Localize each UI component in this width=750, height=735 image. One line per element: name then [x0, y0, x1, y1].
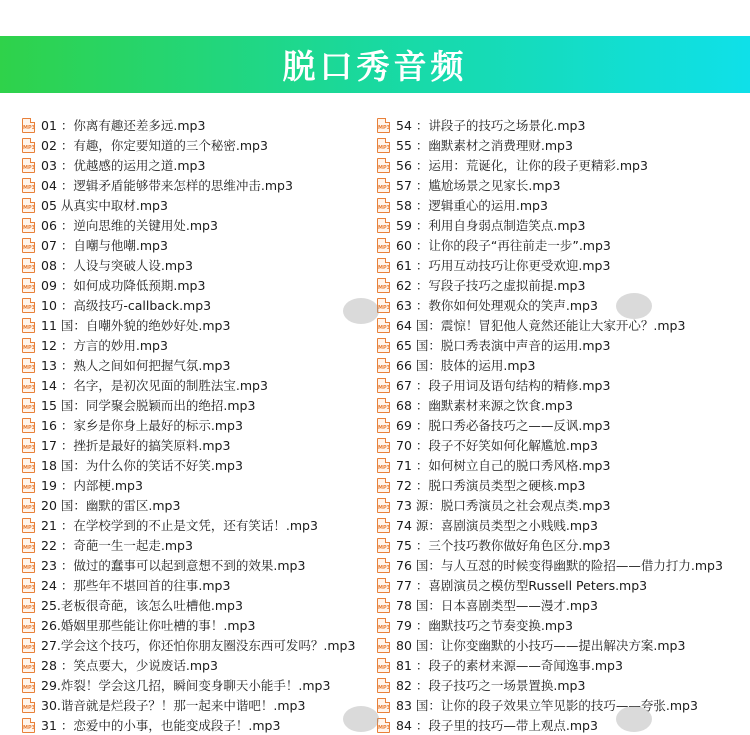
mp3-file-icon — [377, 358, 390, 373]
mp3-file-icon — [22, 578, 35, 593]
list-item[interactable] — [377, 255, 723, 275]
mp3-file-icon — [22, 358, 35, 373]
file-name: 07 ：自嘲与他嘲.mp3 — [41, 238, 168, 253]
watermark-icon — [616, 706, 652, 732]
list-item[interactable] — [377, 315, 723, 335]
mp3-file-icon — [22, 398, 35, 413]
file-name: 67 ：段子用词及语句结构的精修.mp3 — [396, 378, 611, 393]
mp3-file-icon — [377, 458, 390, 473]
file-name: 76 国：与人互怼的时候变得幽默的险招——借力打力.mp3 — [396, 558, 723, 573]
file-name: 66 国：肢体的运用.mp3 — [396, 358, 536, 373]
list-item[interactable] — [377, 535, 723, 555]
mp3-file-icon — [22, 538, 35, 553]
file-name: 24 ：那些年不堪回首的往事.mp3 — [41, 578, 231, 593]
file-list-right — [377, 115, 723, 735]
mp3-file-icon — [22, 198, 35, 213]
file-name: 17 ：挫折是最好的搞笑原料.mp3 — [41, 438, 231, 453]
file-name: 16 ：家乡是你身上最好的标示.mp3 — [41, 418, 243, 433]
mp3-file-icon — [22, 278, 35, 293]
file-name: 72 ：脱口秀演员类型之硬核.mp3 — [396, 478, 586, 493]
list-item[interactable] — [22, 595, 355, 615]
file-name: 19 ：内部梗.mp3 — [41, 478, 143, 493]
mp3-file-icon — [22, 378, 35, 393]
list-item[interactable] — [22, 135, 355, 155]
file-name: 18 国：为什么你的笑话不好笑.mp3 — [41, 458, 243, 473]
list-item[interactable] — [22, 275, 355, 295]
file-name: 75 ：三个技巧教你做好角色区分.mp3 — [396, 538, 611, 553]
list-item[interactable] — [377, 375, 723, 395]
file-name: 81 ：段子的素材来源——奇闻逸事.mp3 — [396, 658, 623, 673]
file-name: 84 ：段子里的技巧—带上观点.mp3 — [396, 718, 598, 733]
watermark-icon — [343, 298, 379, 324]
list-item[interactable] — [377, 395, 723, 415]
mp3-file-icon — [377, 558, 390, 573]
file-name: 71 ：如何树立自己的脱口秀风格.mp3 — [396, 458, 611, 473]
file-name: 29.炸裂！学会这几招，瞬间变身聊天小能手！.mp3 — [41, 678, 331, 693]
mp3-file-icon — [377, 118, 390, 133]
list-item[interactable] — [377, 275, 723, 295]
mp3-file-icon — [377, 618, 390, 633]
mp3-file-icon — [377, 578, 390, 593]
mp3-file-icon — [22, 178, 35, 193]
list-item[interactable] — [22, 695, 355, 715]
list-item[interactable] — [377, 335, 723, 355]
mp3-file-icon — [22, 438, 35, 453]
mp3-file-icon — [22, 458, 35, 473]
mp3-file-icon — [22, 218, 35, 233]
file-name: 20 国：幽默的雷区.mp3 — [41, 498, 181, 513]
list-item[interactable] — [377, 435, 723, 455]
mp3-file-icon — [22, 418, 35, 433]
mp3-file-icon — [377, 198, 390, 213]
mp3-file-icon — [22, 638, 35, 653]
list-item[interactable] — [377, 555, 723, 575]
page-title: 脱口秀音频 — [282, 47, 468, 86]
list-item[interactable] — [22, 415, 355, 435]
watermark-icon — [616, 293, 652, 319]
file-name: 78 国：日本喜剧类型——漫才.mp3 — [396, 598, 598, 613]
mp3-file-icon — [377, 598, 390, 613]
list-item[interactable] — [377, 495, 723, 515]
list-item[interactable] — [22, 535, 355, 555]
mp3-file-icon — [22, 658, 35, 673]
list-item[interactable] — [377, 675, 723, 695]
file-name: 25.老板很奇葩，该怎么吐槽他.mp3 — [41, 598, 243, 613]
mp3-file-icon — [377, 338, 390, 353]
file-name: 28 ：笑点要大，少说废话.mp3 — [41, 658, 218, 673]
mp3-file-icon — [22, 158, 35, 173]
list-item[interactable] — [22, 355, 355, 375]
list-item[interactable] — [22, 315, 355, 335]
file-name: 04 ：逻辑矛盾能够带来怎样的思维冲击.mp3 — [41, 178, 293, 193]
mp3-file-icon — [377, 378, 390, 393]
mp3-file-icon — [377, 478, 390, 493]
file-name: 79 ：幽默技巧之节奏变换.mp3 — [396, 618, 573, 633]
mp3-file-icon — [22, 298, 35, 313]
list-item[interactable] — [22, 175, 355, 195]
file-name: 14 ：名字，是初次见面的制胜法宝.mp3 — [41, 378, 268, 393]
list-item[interactable] — [377, 575, 723, 595]
file-name: 64 国：震惊！冒犯他人竟然还能让大家开心？.mp3 — [396, 318, 686, 333]
mp3-file-icon — [22, 318, 35, 333]
file-name: 57 ：尴尬场景之见家长.mp3 — [396, 178, 561, 193]
file-name: 13 ：熟人之间如何把握气氛.mp3 — [41, 358, 231, 373]
list-item[interactable] — [377, 135, 723, 155]
file-name: 58 ：逻辑重心的运用.mp3 — [396, 198, 548, 213]
list-item[interactable] — [377, 635, 723, 655]
watermark-icon — [343, 706, 379, 732]
list-item[interactable] — [377, 295, 723, 315]
file-name: 54 ：讲段子的技巧之场景化.mp3 — [396, 118, 586, 133]
list-item[interactable] — [22, 655, 355, 675]
file-name: 06 ：逆向思维的关键用处.mp3 — [41, 218, 218, 233]
mp3-file-icon — [377, 278, 390, 293]
list-item[interactable] — [377, 115, 723, 135]
list-item[interactable] — [22, 395, 355, 415]
mp3-file-icon — [22, 718, 35, 733]
list-item[interactable] — [22, 715, 355, 735]
mp3-file-icon — [377, 498, 390, 513]
file-name: 82 ：段子技巧之一场景置换.mp3 — [396, 678, 586, 693]
mp3-file-icon — [377, 638, 390, 653]
list-item[interactable] — [377, 195, 723, 215]
file-name: 11 国：自嘲外貌的绝妙好处.mp3 — [41, 318, 231, 333]
mp3-file-icon — [22, 338, 35, 353]
file-name: 23 ：做过的蠢事可以起到意想不到的效果.mp3 — [41, 558, 306, 573]
list-item[interactable] — [22, 675, 355, 695]
file-list-left — [22, 115, 355, 735]
list-item[interactable] — [22, 255, 355, 275]
list-item[interactable] — [377, 515, 723, 535]
mp3-file-icon — [377, 238, 390, 253]
mp3-file-icon — [22, 498, 35, 513]
mp3-file-icon — [22, 238, 35, 253]
mp3-file-icon — [22, 478, 35, 493]
file-name: 83 国：让你的段子效果立竿见影的技巧——夸张.mp3 — [396, 698, 698, 713]
file-name: 55 ：幽默素材之消费理财.mp3 — [396, 138, 573, 153]
file-name: 21 ：在学校学到的不止是文凭，还有笑话！.mp3 — [41, 518, 318, 533]
mp3-file-icon — [22, 518, 35, 533]
file-name: 70 ：段子不好笑如何化解尴尬.mp3 — [396, 438, 598, 453]
file-name: 08 ：人设与突破人设.mp3 — [41, 258, 193, 273]
file-name: 05 从真实中取材.mp3 — [41, 198, 168, 213]
mp3-file-icon — [377, 218, 390, 233]
list-item[interactable] — [377, 595, 723, 615]
list-item[interactable] — [377, 415, 723, 435]
list-item[interactable] — [22, 295, 355, 315]
list-item[interactable] — [22, 115, 355, 135]
list-item[interactable] — [22, 575, 355, 595]
list-item[interactable] — [22, 515, 355, 535]
list-item[interactable] — [22, 195, 355, 215]
mp3-file-icon — [377, 438, 390, 453]
file-name: 30.谐音就是烂段子？！那一起来中谐吧！.mp3 — [41, 698, 306, 713]
title-banner — [0, 36, 750, 93]
file-name: 22 ：奇葩一生一起走.mp3 — [41, 538, 193, 553]
list-item[interactable] — [22, 235, 355, 255]
mp3-file-icon — [377, 158, 390, 173]
list-item[interactable] — [22, 335, 355, 355]
file-name: 62 ：写段子技巧之虚拟前提.mp3 — [396, 278, 586, 293]
mp3-file-icon — [377, 658, 390, 673]
file-name: 68 ：幽默素材来源之饮食.mp3 — [396, 398, 573, 413]
list-item[interactable] — [377, 235, 723, 255]
file-name: 59 ：利用自身弱点制造笑点.mp3 — [396, 218, 586, 233]
file-name: 26.婚姻里那些能让你吐槽的事！.mp3 — [41, 618, 256, 633]
mp3-file-icon — [22, 698, 35, 713]
mp3-file-icon — [22, 118, 35, 133]
file-name: 31 ：恋爱中的小事，也能变成段子！.mp3 — [41, 718, 281, 733]
mp3-file-icon — [377, 538, 390, 553]
list-item[interactable] — [22, 375, 355, 395]
mp3-file-icon — [22, 678, 35, 693]
list-item[interactable] — [22, 155, 355, 175]
list-item[interactable] — [22, 455, 355, 475]
list-item[interactable] — [377, 655, 723, 675]
file-name: 80 国：让你变幽默的小技巧——提出解决方案.mp3 — [396, 638, 686, 653]
list-item[interactable] — [377, 475, 723, 495]
mp3-file-icon — [377, 178, 390, 193]
mp3-file-icon — [377, 318, 390, 333]
list-item[interactable] — [377, 455, 723, 475]
list-item[interactable] — [22, 435, 355, 455]
mp3-file-icon — [377, 138, 390, 153]
list-item[interactable] — [377, 715, 723, 735]
file-name: 02 ：有趣，你定要知道的三个秘密.mp3 — [41, 138, 268, 153]
file-name: 09 ：如何成功降低预期.mp3 — [41, 278, 206, 293]
list-item[interactable] — [22, 615, 355, 635]
list-item[interactable] — [377, 615, 723, 635]
file-name: 01 ：你离有趣还差多远.mp3 — [41, 118, 206, 133]
mp3-file-icon — [22, 138, 35, 153]
mp3-file-icon — [22, 598, 35, 613]
mp3-file-icon — [377, 518, 390, 533]
mp3-file-icon — [22, 558, 35, 573]
file-name: 60 ：让你的段子“再往前走一步”.mp3 — [396, 238, 611, 253]
file-name: 27.学会这个技巧，你还怕你朋友圈没东西可发吗？.mp3 — [41, 638, 356, 653]
file-name: 73 源：脱口秀演员之社会观点类.mp3 — [396, 498, 611, 513]
mp3-file-icon — [22, 258, 35, 273]
list-item[interactable] — [377, 175, 723, 195]
file-name: 15 国：同学聚会脱颖而出的绝招.mp3 — [41, 398, 256, 413]
mp3-file-icon — [377, 418, 390, 433]
file-name: 74 源：喜剧演员类型之小贱贱.mp3 — [396, 518, 598, 533]
file-name: 56 ：运用：荒诞化，让你的段子更精彩.mp3 — [396, 158, 648, 173]
mp3-file-icon — [377, 678, 390, 693]
list-item[interactable] — [377, 215, 723, 235]
list-item[interactable] — [22, 555, 355, 575]
mp3-file-icon — [377, 398, 390, 413]
file-name: 12 ：方言的妙用.mp3 — [41, 338, 168, 353]
list-item[interactable] — [22, 215, 355, 235]
mp3-file-icon — [22, 618, 35, 633]
list-item[interactable] — [377, 355, 723, 375]
list-item[interactable] — [377, 695, 723, 715]
list-item[interactable] — [22, 495, 355, 515]
mp3-file-icon — [377, 258, 390, 273]
list-item[interactable] — [22, 635, 355, 655]
file-name: 69 ：脱口秀必备技巧之——反讽.mp3 — [396, 418, 611, 433]
file-name: 61 ：巧用互动技巧让你更受欢迎.mp3 — [396, 258, 611, 273]
list-item[interactable] — [377, 155, 723, 175]
file-name: 77 ：喜剧演员之模仿型Russell Peters.mp3 — [396, 578, 648, 593]
file-name: 63 ：教你如何处理观众的笑声.mp3 — [396, 298, 598, 313]
mp3-file-icon — [377, 698, 390, 713]
file-name: 10 ：高级技巧-callback.mp3 — [41, 298, 212, 313]
list-item[interactable] — [22, 475, 355, 495]
file-name: 03 ：优越感的运用之道.mp3 — [41, 158, 206, 173]
file-name: 65 国：脱口秀表演中声音的运用.mp3 — [396, 338, 611, 353]
